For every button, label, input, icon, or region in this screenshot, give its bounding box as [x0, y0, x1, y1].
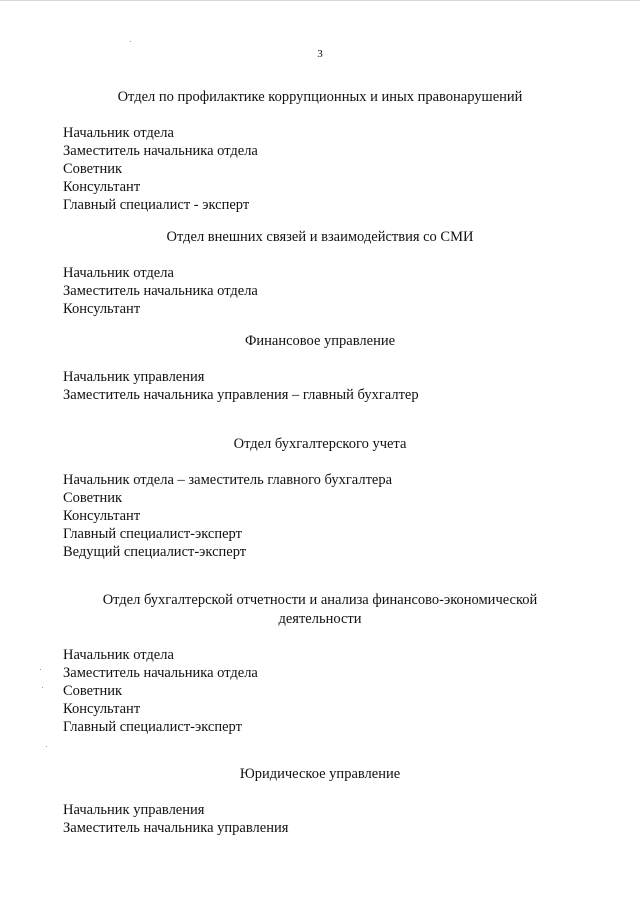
position-item: Советник: [63, 161, 123, 177]
section-title: Отдел внешних связей и взаимодействия со СМИ: [166, 229, 474, 245]
section-title: Отдел бухгалтерского учета: [233, 436, 407, 452]
position-item: Консультант: [63, 179, 141, 195]
position-item: Начальник отдела – заместитель главного бухгалтера: [63, 472, 393, 488]
position-item: Консультант: [63, 701, 141, 717]
section-financial-directorate: [0, 332, 640, 404]
position-item: Начальник управления: [63, 802, 205, 818]
scan-speck: [42, 687, 43, 688]
position-list: [0, 368, 640, 404]
position-item: Начальник отдела: [63, 265, 174, 281]
position-list: [0, 264, 640, 318]
section-title: Юридическое управление: [239, 766, 401, 782]
scan-speck: [46, 746, 47, 747]
position-item: Заместитель начальника отдела: [63, 665, 258, 681]
position-item: Начальник отдела: [63, 647, 174, 663]
position-item: Начальник управления: [63, 369, 205, 385]
position-item: Заместитель начальника управления: [63, 820, 289, 836]
position-item: Консультант: [63, 301, 141, 317]
position-item: Начальник отдела: [63, 125, 174, 141]
section-title: Финансовое управление: [244, 333, 396, 349]
section-title: Отдел по профилактике коррупционных и иных правонарушений: [117, 89, 523, 105]
position-item: Заместитель начальника управления – главный бухгалтер: [63, 387, 419, 403]
position-item: Главный специалист - эксперт: [63, 197, 250, 213]
section-external-relations-department: [0, 228, 640, 318]
position-list: [0, 124, 640, 214]
position-item: Советник: [63, 490, 123, 506]
section-accounting-department: [0, 435, 640, 561]
scan-speck: [130, 41, 131, 42]
section-accounting-reporting-department: [0, 591, 640, 736]
position-item: Главный специалист-эксперт: [63, 719, 242, 735]
scan-speck: [40, 669, 41, 670]
page-number: 3: [317, 48, 323, 60]
position-item: Главный специалист-эксперт: [63, 526, 242, 542]
section-anti-corruption-department: [0, 88, 640, 214]
position-item: Консультант: [63, 508, 141, 524]
position-list: [0, 646, 640, 736]
position-item: Ведущий специалист-эксперт: [63, 544, 247, 560]
position-item: Советник: [63, 683, 123, 699]
position-item: Заместитель начальника отдела: [63, 283, 258, 299]
section-legal-directorate: [0, 765, 640, 837]
section-title: Отдел бухгалтерской отчетности и анализа финансово-экономической деятельности: [102, 592, 538, 627]
position-list: [0, 471, 640, 561]
position-list: [0, 801, 640, 837]
position-item: Заместитель начальника отдела: [63, 143, 258, 159]
